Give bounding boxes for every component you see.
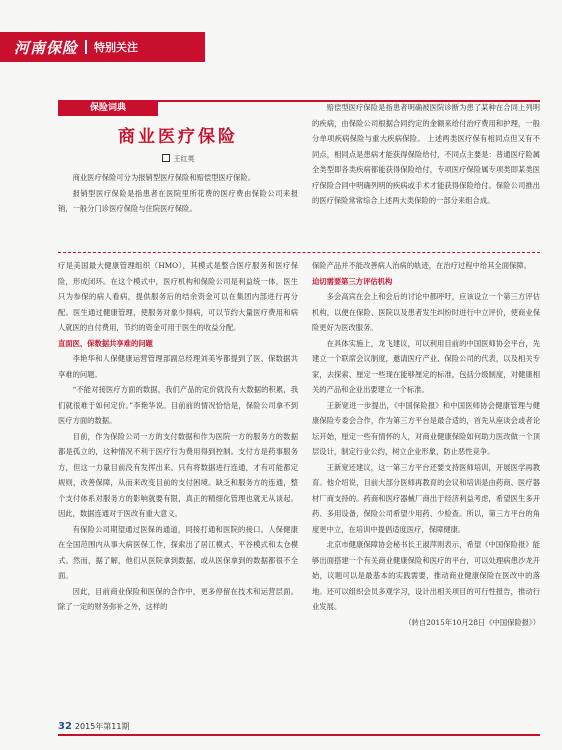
- paragraph: 目前，作为保险公司一方的支付数据和作为医院一方的服务方的数据都是孤立的，这种情况不利于医疗行为费用得到控制。支付方是药事服务方，但这一力量目前没有发挥出来。只有将数据进行连通，才有可能都定规则，改善保障，从而来改变目前的支付困境。缺乏和服务方的连通，整个支付体系对服务方的影响就要有限，真正的精细化管理也就无从谈起。因此，数据连通对于医改有重大意义。: [58, 431, 298, 518]
- paragraph: 李艳华和人保健康运营管理部副总经理刘美岑都提到了医、保数据共享难的问题。: [58, 354, 298, 379]
- magazine-brand: 河南保险: [14, 38, 79, 57]
- page-number: 32: [58, 721, 72, 732]
- paragraph: 疗是美国最大健康管理组织（HMO），其模式是整合医疗服务和医疗保险，形成闭环。在这个模式中，医疗机构和保险公司是利益统一体，医生只为参保的病人看病，提供服务后的结余资金可以在集团内部进行再分配。医生通过健康管理，使服务对象少得病，可以节约大量医疗费用和病人就医的自付费用，节约的资金可用于医生的收益分配。: [58, 261, 298, 332]
- author-name: 王红英: [173, 155, 195, 163]
- paragraph: 王新宽进一步提出，《中国保险报》和中国医师协会健康管理与健康保险专委会合作，作为第三方平台是最合适的，首先从座谈会或者论坛开始，厘定一些有情怀的人，对商业健康保险如何助力医改做一个顶层设计，制定行业公约，树立企业形象，防止恶性竞争。: [312, 400, 540, 456]
- left-top-column: [58, 170, 298, 217]
- paragraph: 在具体实施上，龙飞建议，可以利用目前的中国医师协会平台，先建立一个联席会议制度，邀请医疗产业、保险公司的代表，以及相关专家，去探索、厘定一些现在能够厘定的标准，包括分级制度，对健康相关的产品和企业出要建立一个标准。: [312, 338, 540, 394]
- article-title: 商业医疗保险: [118, 127, 238, 147]
- author-box-icon: [162, 154, 170, 162]
- left-main-column: [58, 258, 298, 615]
- paragraph: 王新宽还建议，这一第三方平台还要支持医师培训，开展医学再教育。他介绍说，目前大部分医师再教育的会议和培训是由药商、医疗器材厂商支持的。药商和医疗器械厂商出于经济利益考虑，希望医生多开药、多用设备，保险公司希望少用药、少检查。所以，第三方平台的角度更中立，在培训中提倡适度医疗，保障健康。: [312, 462, 540, 534]
- section-subhead: 迫切需要第三方评估机构: [312, 276, 393, 286]
- paragraph: 报销型医疗保险是指患者在医院里所花费的医疗费由保险公司来报销，一般分门诊医疗保险与住院医疗保险。: [58, 188, 298, 213]
- article-author: [58, 154, 298, 164]
- right-main-column: [312, 258, 540, 630]
- paragraph: “不能对接医疗方面的数据，我们产品的定价就没有大数据的积累，我们就很难于如何定价。”李艳华说。目前前的情况恰恰是，保险公司拿不到医疗方面的数据。: [58, 385, 298, 425]
- page-header: [0, 32, 205, 62]
- paragraph: 多会高宾在会上和会后的讨论中都呼吁，应该设立一个第三方评估机构，以便在保险、医院以及患者发生纠纷时进行中立评价，使商业保险更好为医改服务。: [312, 292, 540, 332]
- section-divider: [58, 252, 540, 253]
- section-subhead: 直面医、保数据共享难的问题: [58, 338, 153, 348]
- section-label: 特别关注: [94, 41, 139, 54]
- paragraph: 保险产品并不能改善病人治病的轨迹，在治疗过程中给其全面保障。: [312, 261, 531, 270]
- right-top-column: [312, 100, 540, 209]
- source-note: （转自2015年10月28日《中国保险报》）: [404, 617, 540, 627]
- footer-rule: [58, 734, 540, 736]
- issue-label: 2015年第11期: [74, 722, 130, 731]
- paragraph: 北京市健康保障协会秘书长王淑萍则表示，希望《中国保险报》能够出面搭建一个有关商业健康保险和医疗的平台，可以处理病患沙龙开始，议题可以是最基本的实践需要，推动商业健康保险在医改中的落地。还可以组织会员多观学习，设计出相关项目的可行性报告，推动行业发展。: [312, 540, 540, 611]
- category-label: 保险词典: [58, 100, 158, 116]
- paragraph: 因此，目前商业保险和医保的合作中，更多停留在技术和运营层面。除了一定的财务弥补之外，这样的: [58, 586, 298, 611]
- paragraph: 商业医疗保险可分为报销型医疗保险和赔偿型医疗保险。: [72, 173, 256, 182]
- page-footer: [58, 721, 129, 732]
- paragraph: 赔偿型医疗保险是指患者明确被医院诊断为患了某种在合同上列明的疾病，由保险公司根据合同约定的金额来给付治疗费用和护理，一般分单项疾病保险与重大疾病保险。 上述两类医疗保有相同点但又有不同点，相同点是患病才能获得保险给付，不同点主要是：普通医疗险属全类型即各类疾病都能获得保险给付，专项医疗保险属专项类即某类医疗保险合同中明确列明的疾病或手术才能获得保险给付。保险公司推出的医疗保险常常综合上述两大类保险的一部分来组合成。: [312, 103, 540, 205]
- paragraph: 有保险公司期望通过医保的通道，同接打通和医院的接口。人保健康在全国范围内从事大病医保工作，探索出了居江模式、平谷模式和太仓模式。然而，据了解，他们从医院拿到数据，或从医保拿到的数据都很不全面。: [58, 524, 298, 580]
- header-divider: [85, 40, 87, 54]
